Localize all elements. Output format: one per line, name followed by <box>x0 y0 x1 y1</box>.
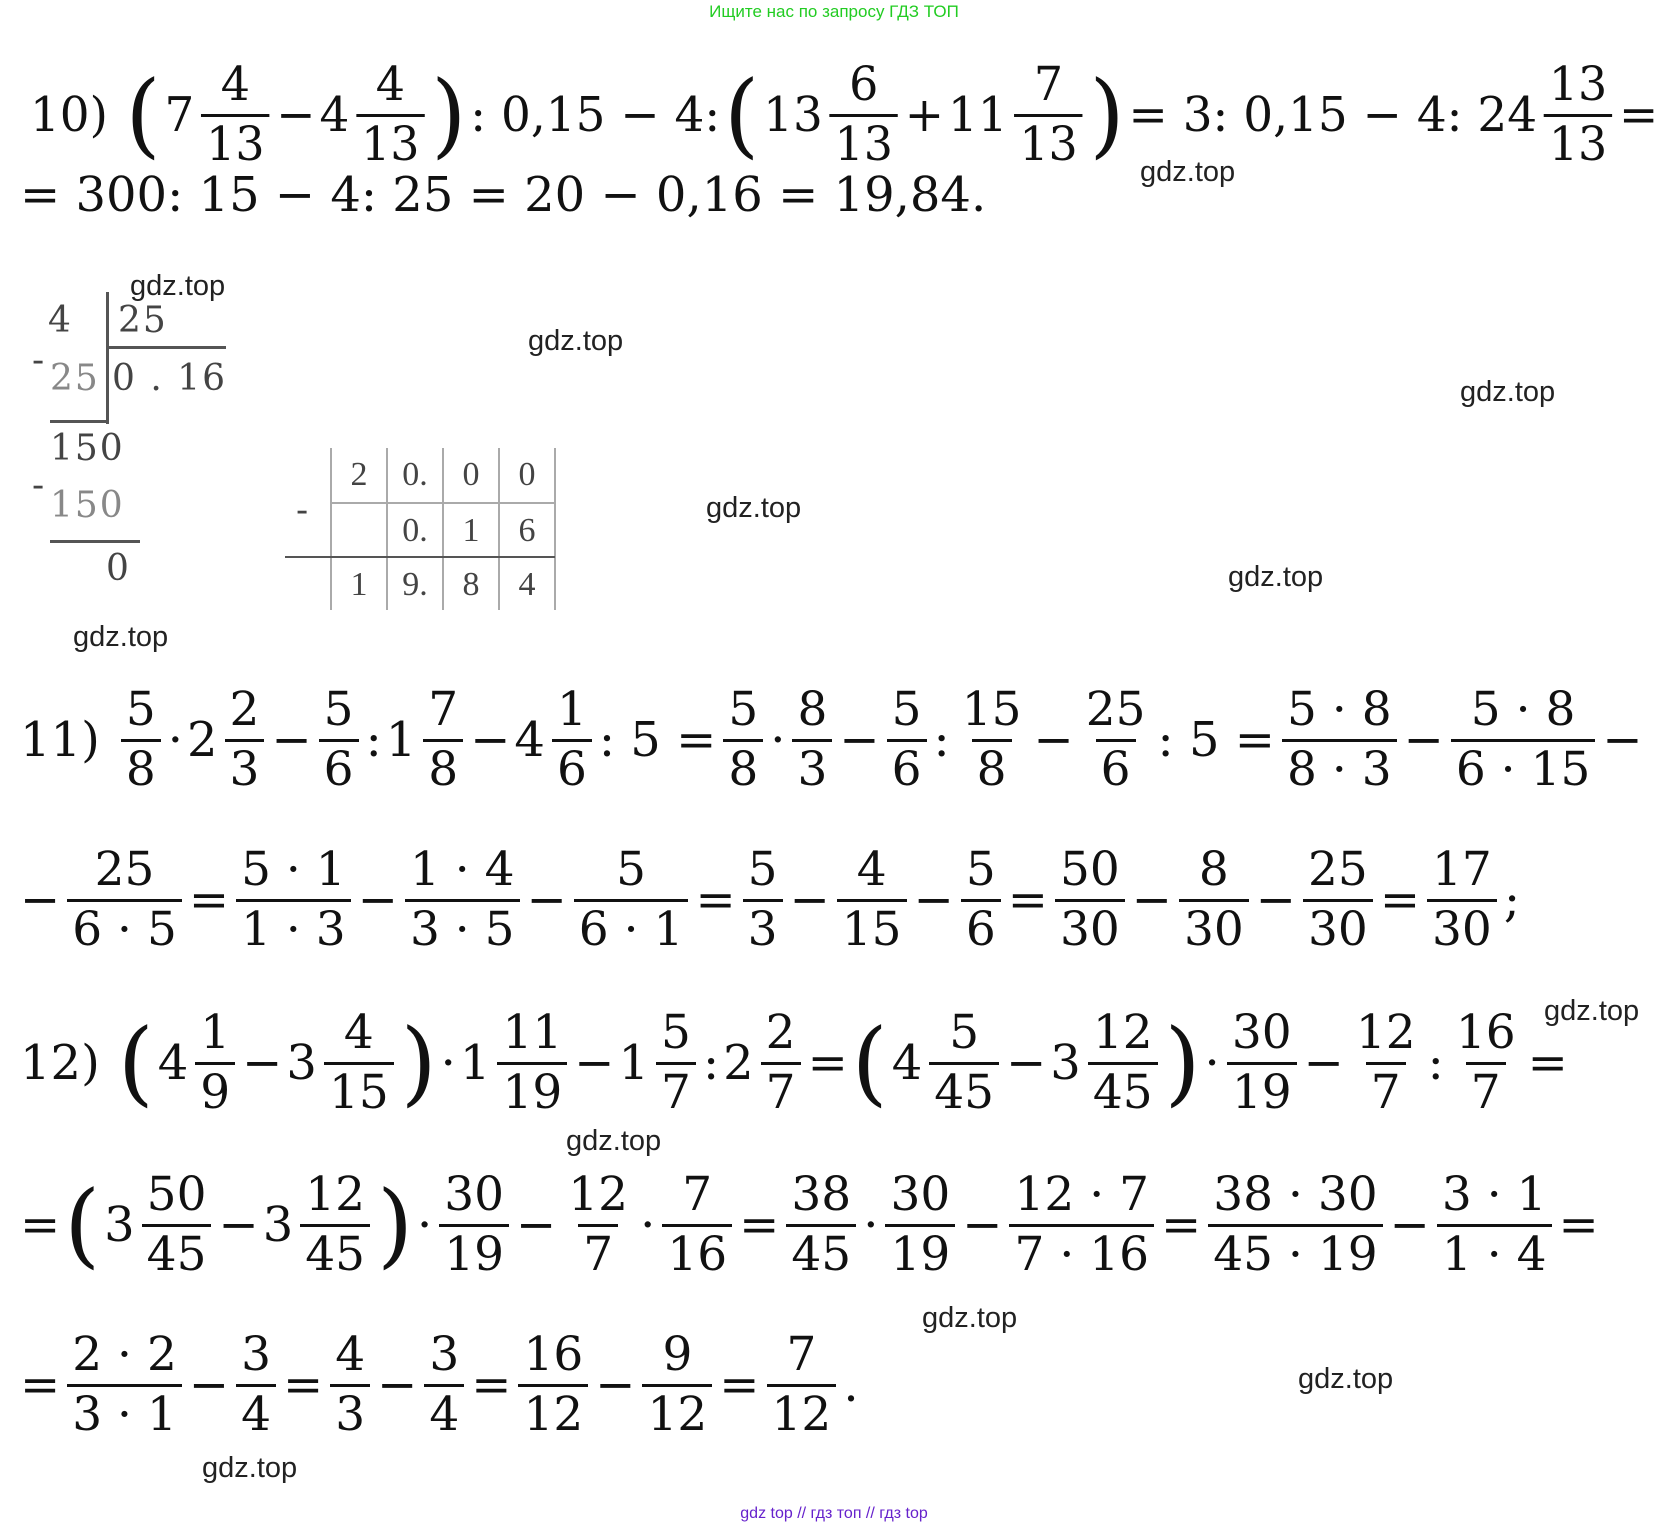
fraction <box>1351 1004 1421 1120</box>
denominator: 6 <box>1096 739 1136 796</box>
denominator: 6 <box>552 739 592 796</box>
operator: . <box>843 1357 859 1413</box>
operator: : <box>365 712 382 768</box>
whole-part: 11 <box>947 87 1008 143</box>
top-banner: Ищите нас по запросу ГДЗ ТОП <box>709 2 959 21</box>
fraction <box>837 841 907 957</box>
fraction <box>723 681 763 797</box>
numerator: 50 <box>1059 841 1120 897</box>
remainder-step: 150 <box>50 428 125 469</box>
operator: = <box>1161 1197 1202 1253</box>
numerator: 1 <box>200 1004 231 1060</box>
denominator: 16 <box>662 1224 732 1281</box>
whole-part: 1 <box>459 1035 491 1091</box>
fraction <box>1437 1166 1552 1282</box>
dividend: 4 <box>48 300 73 341</box>
numerator: 5 <box>747 841 778 897</box>
watermark: gdz.top <box>566 1125 662 1157</box>
denominator: 13 <box>1544 114 1612 171</box>
problem-12-line-3 <box>18 1325 861 1445</box>
paren: ( <box>125 61 161 168</box>
fraction <box>518 1326 588 1442</box>
divisor: 25 <box>118 300 168 341</box>
expression-text: = 3: 0,15 − 4: 24 <box>1128 87 1538 143</box>
numerator: 5 <box>728 681 759 737</box>
numerator: 38 · 30 <box>1213 1166 1378 1222</box>
denominator: 8 <box>121 739 161 796</box>
division-rule <box>50 540 140 543</box>
numerator: 8 <box>1198 841 1229 897</box>
numerator: 5 <box>891 681 922 737</box>
digit-cell: 9. <box>402 566 428 603</box>
operator: − <box>526 872 567 928</box>
paren: ( <box>64 1171 101 1278</box>
problem-12-line-1 <box>18 1003 1570 1123</box>
watermark: gdz.top <box>528 325 624 357</box>
operator: = <box>20 1197 61 1253</box>
operator: − <box>962 1197 1003 1253</box>
remainder: 0 <box>106 548 131 589</box>
numerator: 11 <box>502 1004 563 1060</box>
operator: − <box>271 712 312 768</box>
denominator: 45 <box>142 1224 212 1281</box>
fraction <box>563 1166 633 1282</box>
operator: = <box>1379 872 1421 928</box>
denominator: 3 <box>225 739 265 796</box>
whole-part: 3 <box>104 1197 135 1253</box>
numerator: 4 <box>220 56 250 112</box>
fraction <box>574 841 689 957</box>
denominator: 19 <box>1227 1062 1297 1119</box>
numerator: 5 <box>616 841 647 897</box>
denominator: 6 <box>887 739 927 796</box>
denominator: 15 <box>324 1062 394 1119</box>
whole-part: 3 <box>286 1035 317 1091</box>
fraction <box>319 681 359 797</box>
numerator: 12 <box>568 1166 629 1222</box>
expression-text: = 300: 15 − 4: 25 = 20 − 0,16 = 19,84. <box>20 167 987 223</box>
digit-cell: 4 <box>518 566 536 603</box>
operator: − <box>377 1357 418 1413</box>
numerator: 3 <box>429 1326 460 1382</box>
digit-cell: 1 <box>462 512 480 549</box>
minus-sign: - <box>32 465 47 506</box>
fraction <box>439 1166 509 1282</box>
quotient: 0 . 16 <box>112 358 228 399</box>
operator: − <box>913 872 954 928</box>
fraction <box>552 681 592 797</box>
subtrahend: 150 <box>50 485 125 526</box>
fraction <box>1451 681 1596 797</box>
denominator: 15 <box>837 899 907 956</box>
operator: − <box>789 872 830 928</box>
numerator: 16 <box>523 1326 584 1382</box>
denominator: 45 <box>1088 1062 1158 1119</box>
numerator: 4 <box>375 56 405 112</box>
denominator: 12 <box>767 1384 837 1441</box>
operator: · <box>440 1035 456 1091</box>
denominator: 8 <box>723 739 763 796</box>
digit-cell: 6 <box>518 512 536 549</box>
operator: : 5 = <box>598 712 717 768</box>
paren: ( <box>851 1009 888 1116</box>
denominator: 13 <box>356 114 424 171</box>
operator: − <box>357 872 398 928</box>
division-bar <box>106 292 109 424</box>
numerator: 7 <box>682 1166 713 1222</box>
subtrahend: 25 <box>50 358 100 399</box>
watermark: gdz.top <box>73 621 169 653</box>
denominator: 30 <box>1303 899 1373 956</box>
denominator: 6 · 1 <box>574 899 689 956</box>
operator: − <box>1131 872 1172 928</box>
numerator: 4 <box>856 841 887 897</box>
operator: = <box>1558 1197 1599 1253</box>
expression-text: : 0,15 − 4: <box>470 87 721 143</box>
whole-part: 4 <box>157 1035 189 1091</box>
fraction <box>1544 56 1612 172</box>
denominator: 12 <box>642 1384 712 1441</box>
operator: − <box>595 1357 636 1413</box>
numerator: 15 <box>961 681 1022 737</box>
watermark: gdz.top <box>1228 561 1324 593</box>
whole-part: 3 <box>262 1197 294 1253</box>
fraction <box>1451 1004 1521 1120</box>
whole-part: 2 <box>723 1035 754 1091</box>
numerator: 12 · 7 <box>1014 1166 1150 1222</box>
fraction <box>786 1166 856 1282</box>
denominator: 8 <box>972 739 1012 796</box>
numerator: 5 · 8 <box>1286 681 1392 737</box>
denominator: 7 <box>578 1224 618 1281</box>
denominator: 3 · 1 <box>67 1384 182 1441</box>
operator: − <box>470 712 511 768</box>
numerator: 7 <box>428 681 459 737</box>
numerator: 30 <box>1231 1004 1292 1060</box>
fraction <box>743 841 783 957</box>
operator: = <box>188 872 230 928</box>
denominator: 45 <box>300 1224 370 1281</box>
footer-links: gdz top // гдз топ // гдз top <box>740 1505 928 1522</box>
denominator: 6 <box>319 739 359 796</box>
fraction <box>236 841 351 957</box>
numerator: 13 <box>1548 56 1608 112</box>
numerator: 2 <box>229 681 260 737</box>
problem-11-line-1 <box>18 680 1645 800</box>
operator: = <box>20 1357 61 1413</box>
problem-label: 11) <box>20 712 100 768</box>
problem-11-line-2 <box>18 840 1522 960</box>
denominator: 12 <box>518 1384 588 1441</box>
denominator: 30 <box>1055 899 1125 956</box>
fraction <box>662 1166 732 1282</box>
operator: − <box>218 1197 259 1253</box>
numerator: 25 <box>94 841 155 897</box>
minus-sign: - <box>296 490 311 531</box>
denominator: 7 · 16 <box>1009 1224 1154 1281</box>
fraction <box>225 681 265 797</box>
numerator: 1 · 4 <box>409 841 515 897</box>
digit-cell: 0. <box>402 512 428 549</box>
digit-cell <box>332 504 386 558</box>
operator: · <box>770 712 786 768</box>
fraction <box>792 681 832 797</box>
whole-part: 1 <box>385 712 417 768</box>
denominator: 3 <box>743 899 783 956</box>
fraction <box>67 841 182 957</box>
denominator: 30 <box>1427 899 1497 956</box>
paren: ) <box>1089 61 1125 168</box>
numerator: 4 <box>335 1326 366 1382</box>
denominator: 1 · 3 <box>236 899 351 956</box>
numerator: 16 <box>1455 1004 1516 1060</box>
operator: − <box>1389 1197 1430 1253</box>
numerator: 2 <box>765 1004 796 1060</box>
operator: : <box>933 712 950 768</box>
paren: ) <box>431 61 467 168</box>
fraction <box>1427 841 1497 957</box>
numerator: 5 <box>949 1004 980 1060</box>
numerator: 12 <box>1355 1004 1416 1060</box>
watermark: gdz.top <box>706 492 802 524</box>
fraction <box>885 1166 955 1282</box>
digit-cell: 1 <box>350 566 368 603</box>
operator: : <box>702 1035 720 1091</box>
operator: · <box>1204 1035 1220 1091</box>
numerator: 9 <box>662 1326 693 1382</box>
operator: = <box>1619 87 1659 143</box>
operator: · <box>416 1197 433 1253</box>
operator: − <box>1602 712 1643 768</box>
denominator: 19 <box>885 1224 955 1281</box>
denominator: 3 <box>330 1384 370 1441</box>
numerator: 5 <box>125 681 156 737</box>
digit-cell: 2 <box>350 456 368 493</box>
denominator: 6 · 5 <box>67 899 182 956</box>
watermark: gdz.top <box>1298 1363 1394 1395</box>
division-rule <box>50 420 108 423</box>
denominator: 1 · 4 <box>1437 1224 1552 1281</box>
fraction <box>1303 841 1373 957</box>
whole-part: 4 <box>319 87 350 143</box>
operator: − <box>839 712 880 768</box>
fraction <box>929 1004 999 1120</box>
digit-cell: 0 <box>462 456 480 493</box>
watermark: gdz.top <box>1140 156 1236 188</box>
numerator: 6 <box>849 56 879 112</box>
denominator: 19 <box>497 1062 567 1119</box>
denominator: 7 <box>1466 1062 1506 1119</box>
fraction <box>300 1166 370 1282</box>
fraction <box>1282 681 1397 797</box>
numerator: 25 <box>1085 681 1146 737</box>
numerator: 8 <box>797 681 828 737</box>
paren: ( <box>724 61 760 168</box>
problem-10-line-2 <box>18 150 988 240</box>
whole-part: 4 <box>514 712 545 768</box>
denominator: 45 · 19 <box>1208 1224 1382 1281</box>
numerator: 30 <box>444 1166 505 1222</box>
problem-label: 12) <box>20 1035 100 1091</box>
denominator: 4 <box>424 1384 464 1441</box>
numerator: 5 · 8 <box>1470 681 1576 737</box>
operator: − <box>242 1035 283 1091</box>
whole-part: 7 <box>164 87 195 143</box>
fraction <box>1014 56 1082 172</box>
fraction <box>330 1326 370 1442</box>
numerator: 7 <box>1033 56 1064 112</box>
fraction <box>497 1004 567 1120</box>
problem-12-line-2 <box>18 1165 1601 1285</box>
fraction <box>887 681 927 797</box>
fraction <box>761 1004 801 1120</box>
fraction <box>767 1326 837 1442</box>
denominator: 45 <box>786 1224 856 1281</box>
operator: − <box>1033 712 1074 768</box>
numerator: 12 <box>1092 1004 1153 1060</box>
numerator: 1 <box>556 681 587 737</box>
numerator: 5 <box>323 681 354 737</box>
fraction <box>121 681 161 797</box>
operator: · <box>640 1197 656 1253</box>
fraction <box>236 1326 276 1442</box>
fraction <box>642 1326 712 1442</box>
watermark: gdz.top <box>922 1302 1018 1334</box>
fraction <box>142 1166 212 1282</box>
operator: = <box>719 1357 760 1413</box>
fraction <box>1055 841 1125 957</box>
numerator: 17 <box>1432 841 1492 897</box>
whole-part: 2 <box>186 712 218 768</box>
operator: − <box>574 1035 615 1091</box>
operator: − <box>1006 1035 1047 1091</box>
operator: − <box>20 872 61 928</box>
denominator: 3 · 5 <box>405 899 520 956</box>
paren: ) <box>377 1171 413 1278</box>
fraction <box>1009 1166 1154 1282</box>
watermark: gdz.top <box>1460 376 1556 408</box>
numerator: 50 <box>146 1166 207 1222</box>
fraction <box>1179 841 1249 957</box>
fraction <box>424 1326 464 1442</box>
operator: · <box>167 712 183 768</box>
digit-cell: 8 <box>462 566 480 603</box>
fraction <box>423 681 463 797</box>
paren: ) <box>400 1009 437 1116</box>
fraction <box>324 1004 394 1120</box>
denominator: 6 <box>961 899 1001 956</box>
watermark: gdz.top <box>130 270 226 302</box>
denominator: 19 <box>439 1224 509 1281</box>
denominator: 7 <box>1366 1062 1406 1119</box>
denominator: 13 <box>201 114 269 171</box>
operator: − <box>276 87 316 143</box>
operator: ; <box>1503 872 1521 928</box>
whole-part: 1 <box>618 1035 650 1091</box>
denominator: 8 · 3 <box>1282 739 1397 796</box>
denominator: 7 <box>656 1062 696 1119</box>
paren: ( <box>117 1009 154 1116</box>
numerator: 5 · 1 <box>241 841 346 897</box>
fraction <box>1208 1166 1382 1282</box>
problem-10-label: 10) <box>29 87 108 143</box>
minus-sign: - <box>32 340 47 381</box>
operator: = <box>1007 872 1048 928</box>
numerator: 3 · 1 <box>1441 1166 1547 1222</box>
numerator: 30 <box>890 1166 951 1222</box>
numerator: 7 <box>786 1326 817 1382</box>
digit-cell: 0 <box>518 456 536 493</box>
operator: = <box>471 1357 512 1413</box>
denominator: 8 <box>423 739 463 796</box>
operator: = <box>695 872 736 928</box>
fraction <box>957 681 1027 797</box>
denominator: 30 <box>1179 899 1249 956</box>
denominator: 7 <box>761 1062 801 1119</box>
operator: : 5 = <box>1157 712 1275 768</box>
operator: + <box>904 87 944 143</box>
operator: = <box>282 1357 324 1413</box>
numerator: 2 · 2 <box>72 1326 177 1382</box>
fraction <box>1227 1004 1297 1120</box>
paren: ) <box>1164 1009 1201 1116</box>
fraction <box>405 841 520 957</box>
whole-part: 3 <box>1050 1035 1081 1091</box>
operator: = <box>739 1197 780 1253</box>
fraction <box>961 841 1001 957</box>
watermark: gdz.top <box>1544 995 1640 1027</box>
denominator: 3 <box>792 739 832 796</box>
denominator: 9 <box>195 1062 235 1119</box>
operator: · <box>863 1197 879 1253</box>
numerator: 5 <box>965 841 996 897</box>
operator: − <box>1403 712 1444 768</box>
digit-cell: 0. <box>402 456 428 493</box>
operator: − <box>188 1357 230 1413</box>
fraction <box>195 1004 235 1120</box>
fraction <box>1088 1004 1158 1120</box>
denominator: 13 <box>830 114 898 171</box>
operator: − <box>1303 1035 1344 1091</box>
numerator: 3 <box>241 1326 271 1382</box>
fraction <box>67 1326 182 1442</box>
numerator: 5 <box>661 1004 691 1060</box>
whole-part: 13 <box>763 87 823 143</box>
denominator: 6 · 15 <box>1451 739 1596 796</box>
numerator: 4 <box>343 1004 374 1060</box>
fraction <box>1081 681 1151 797</box>
operator: − <box>516 1197 557 1253</box>
denominator: 45 <box>929 1062 999 1119</box>
operator: = <box>807 1035 848 1091</box>
denominator: 4 <box>236 1384 276 1441</box>
denominator: 13 <box>1014 114 1082 171</box>
operator: − <box>1255 872 1296 928</box>
watermark: gdz.top <box>202 1452 298 1484</box>
numerator: 38 <box>791 1166 852 1222</box>
operator: : <box>1427 1035 1444 1091</box>
grid-line <box>554 448 556 610</box>
whole-part: 4 <box>891 1035 923 1091</box>
fraction <box>656 1004 696 1120</box>
numerator: 12 <box>305 1166 366 1222</box>
numerator: 25 <box>1308 841 1368 897</box>
division-rule <box>106 346 226 349</box>
operator: = <box>1527 1035 1568 1091</box>
